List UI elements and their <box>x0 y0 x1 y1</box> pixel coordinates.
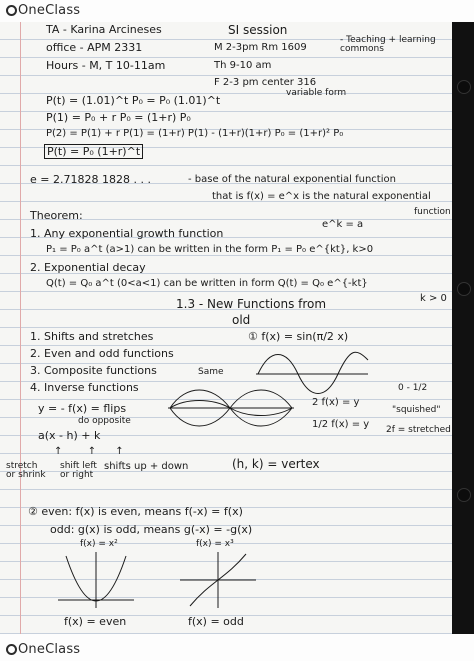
euler-value: e = 2.71828 1828 . . . <box>30 173 151 186</box>
sine-example: ① f(x) = sin(π/2 x) <box>248 330 349 343</box>
shift-lr-note: shift left or right <box>60 461 97 480</box>
growth-formula-box: P(t) = P₀ (1+r)^t <box>44 144 143 159</box>
flip-note: do opposite <box>78 416 131 426</box>
growth-eq-2: P(1) = P₀ + r P₀ = (1+r) P₀ <box>46 111 191 124</box>
theorem-item-1a: 1. Any exponential growth function <box>30 227 224 240</box>
same-label: Same <box>198 367 224 377</box>
topic-4: 4. Inverse functions <box>30 381 139 394</box>
oneclass-logo-top <box>6 3 80 18</box>
stretched-note: 2f = stretched <box>386 425 451 435</box>
ta-name: TA - Karina Arcineses <box>46 23 162 36</box>
topic-2: 2. Even and odd functions <box>30 347 174 360</box>
topic-1: 1. Shifts and stretches <box>30 330 154 343</box>
flip-rule: y = - f(x) = flips <box>38 402 127 415</box>
oneclass-logo-icon <box>6 644 17 655</box>
oneclass-logo-bottom <box>6 642 80 657</box>
shift-ud-note: shifts up + down <box>104 461 189 472</box>
margin-line <box>20 22 21 634</box>
theorem-item-2a: 2. Exponential decay <box>30 261 146 274</box>
squished-note: "squished" <box>392 405 441 415</box>
stretch-sketch <box>166 378 296 438</box>
shift-form: a(x - h) + k <box>38 429 101 442</box>
notebook-paper <box>0 22 474 634</box>
odd-graph <box>178 550 258 610</box>
growth-eq-3: P(2) = P(1) + r P(1) = (1+r) P(1) - (1+r)(1+r) P₀ = (1+r)² P₀ <box>46 128 344 139</box>
euler-desc-1: - base of the natural exponential function <box>188 174 396 185</box>
session-thursday: Th 9-10 am <box>214 60 272 71</box>
session-friday: F 2-3 pm center 316 <box>214 77 317 88</box>
theorem-k-note: k > 0 <box>420 293 447 304</box>
section-title-2: old <box>232 313 251 327</box>
range-note: 0 - 1/2 <box>398 383 428 393</box>
shift-arrows: ↑ ↑ ↑ <box>54 446 124 457</box>
even-definition: ② even: f(x) is even, means f(-x) = f(x) <box>28 505 243 518</box>
theorem-item-1b: P₁ = P₀ a^t (a>1) can be written in the form P₁ = P₀ e^{kt}, k>0 <box>46 244 374 255</box>
variable-form-note: variable form <box>286 88 347 98</box>
binder-hole <box>457 80 471 94</box>
theorem-title: Theorem: <box>30 209 83 222</box>
odd-definition: odd: g(x) is odd, means g(-x) = -g(x) <box>50 523 253 536</box>
euler-desc-3: function <box>414 207 451 217</box>
topic-3: 3. Composite functions <box>30 364 157 377</box>
spiral-binding <box>452 22 474 634</box>
session-monday: M 2-3pm Rm 1609 <box>214 42 307 53</box>
brand-text-bottom: OneClass <box>18 642 81 657</box>
theorem-item-2b: Q(t) = Q₀ a^t (0<a<1) can be written in form Q(t) = Q₀ e^{-kt} <box>46 278 368 289</box>
binder-hole <box>457 488 471 502</box>
vertex-note: (h, k) = vertex <box>232 457 320 471</box>
two-f-label: 2 f(x) = y <box>312 397 360 408</box>
oneclass-logo-icon <box>6 5 17 16</box>
office-hours: Hours - M, T 10-11am <box>46 59 166 72</box>
odd-equation: f(x) = x³ <box>196 539 234 549</box>
si-session-title: SI session <box>228 23 288 37</box>
binder-hole <box>457 282 471 296</box>
growth-eq-1: P(t) = (1.01)^t P₀ = P₀ (1.01)^t <box>46 94 221 107</box>
brand-text-top: OneClass <box>18 3 81 18</box>
theorem-aside: e^k = a <box>322 219 364 230</box>
odd-label: f(x) = odd <box>188 615 244 628</box>
session-note: - Teaching + learning commons <box>340 35 436 54</box>
stretch-note: stretch or shrink <box>6 461 46 480</box>
office-location: office - APM 2331 <box>46 41 143 54</box>
even-label: f(x) = even <box>64 615 127 628</box>
section-title: 1.3 - New Functions from <box>176 297 327 311</box>
even-equation: f(x) = x² <box>80 539 118 549</box>
half-f-label: 1/2 f(x) = y <box>312 419 370 430</box>
euler-desc-2: that is f(x) = e^x is the natural exponential <box>212 191 431 202</box>
even-graph <box>56 550 136 610</box>
